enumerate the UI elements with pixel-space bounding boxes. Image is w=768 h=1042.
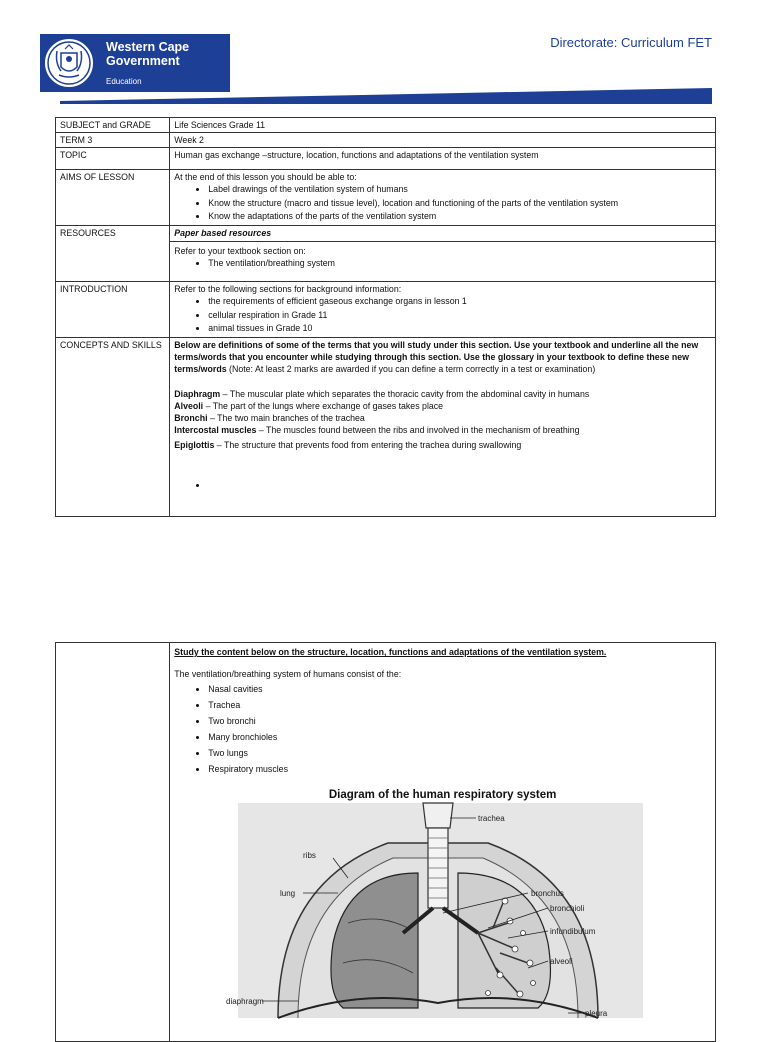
table-row — [56, 282, 716, 338]
table-row — [56, 170, 716, 226]
term-name: Intercostal muscles — [174, 424, 257, 435]
larynx — [423, 803, 453, 828]
resources-heading-text: Paper based resources — [174, 228, 272, 238]
term-definition — [174, 439, 711, 451]
term-text: – The muscular plate which separates the thoracic cavity from the abdominal cavity in humans — [220, 388, 590, 399]
page-header — [0, 0, 768, 110]
term-name: Alveoli — [174, 400, 204, 411]
list-item: • The ventilation/breathing system — [208, 257, 711, 269]
subject-label: SUBJECT and GRADE — [56, 118, 170, 133]
list-item: • Know the structure (macro and tissue level), location and functioning of the parts of the ventilation system — [208, 197, 711, 209]
logo-title: Western Cape Government — [106, 40, 190, 68]
table-row — [56, 643, 716, 1042]
term-text: – The muscles found between the ribs and involved in the mechanism of breathing — [256, 424, 580, 435]
resources-intro: Refer to your textbook section on: — [174, 246, 306, 256]
term-label: TERM 3 — [56, 133, 170, 148]
list-item: • Many bronchioles — [208, 731, 711, 743]
label-bronchus: bronchus — [531, 889, 565, 898]
introduction-text: Refer to the following sections for background information: — [174, 284, 402, 294]
study-title: Study the content below on the structure, location, functions and adaptations of the ventilation system. — [174, 647, 607, 657]
aims-cell — [170, 170, 716, 226]
term-name: Diaphragm — [174, 388, 221, 399]
concepts-cell — [170, 337, 716, 516]
system-parts-list — [174, 683, 711, 775]
list-item: • animal tissues in Grade 10 — [208, 322, 711, 334]
directorate-label: Directorate: Curriculum FET — [550, 35, 712, 50]
list-item: • Label drawings of the ventilation system of humans — [208, 183, 711, 195]
coat-of-arms-icon — [43, 37, 95, 89]
table-row — [56, 118, 716, 133]
list-item: • Trachea — [208, 699, 711, 711]
label-pleura: pleura — [585, 1009, 608, 1018]
content-table — [55, 642, 716, 1042]
label-infundibulum: infundibulum — [550, 927, 596, 936]
empty-list — [174, 479, 711, 491]
topic-value: Human gas exchange –structure, location, functions and adaptations of the ventilation system — [170, 148, 716, 170]
aims-label: AIMS OF LESSON — [56, 170, 170, 226]
concepts-note: (Note: At least 2 marks are awarded if you can define a term correctly in a test or examination) — [226, 363, 596, 374]
term-definition — [174, 412, 711, 424]
introduction-cell — [170, 282, 716, 338]
list-item: • Nasal cavities — [208, 683, 711, 695]
term-definition — [174, 400, 711, 412]
list-item: • Know the adaptations of the parts of the ventilation system — [208, 210, 711, 222]
term-name: Bronchi — [174, 412, 208, 423]
empty-bullet — [208, 479, 711, 491]
concepts-label: CONCEPTS AND SKILLS — [56, 337, 170, 516]
resources-heading — [170, 226, 716, 242]
introduction-label: INTRODUCTION — [56, 282, 170, 338]
lesson-overview-table — [55, 117, 716, 517]
term-text: – The structure that prevents food from entering the trachea during swallowing — [214, 439, 522, 450]
aims-intro: At the end of this lesson you should be able to: — [174, 172, 357, 182]
term-definition — [174, 424, 711, 436]
wcg-logo — [40, 34, 230, 92]
label-alveoli: alveoli — [550, 957, 573, 966]
respiratory-system-diagram — [226, 803, 643, 1018]
header-stripe — [60, 88, 712, 104]
table-row — [56, 337, 716, 516]
table-row — [56, 133, 716, 148]
concepts-instructions — [174, 339, 711, 375]
content-cell — [170, 643, 716, 1042]
term-value: Week 2 — [170, 133, 716, 148]
term-text: – The two main branches of the trachea — [207, 412, 365, 423]
list-item: • the requirements of efficient gaseous exchange organs in lesson 1 — [208, 295, 711, 307]
term-text: – The part of the lungs where exchange of gases takes place — [203, 400, 444, 411]
table-row — [56, 226, 716, 242]
logo-subtitle: Education — [106, 77, 142, 86]
label-diaphragm: diaphragm — [226, 997, 265, 1006]
content-label-cell — [56, 643, 170, 1042]
introduction-list — [174, 295, 711, 334]
aims-list — [174, 183, 711, 222]
table-row — [56, 148, 716, 170]
list-item: • Two bronchi — [208, 715, 711, 727]
label-lung: lung — [280, 889, 296, 898]
diagram-title: Diagram of the human respiratory system — [328, 789, 557, 801]
resources-list — [174, 257, 711, 269]
subject-value: Life Sciences Grade 11 — [170, 118, 716, 133]
list-item: • Two lungs — [208, 747, 711, 759]
list-item: • cellular respiration in Grade 11 — [208, 309, 711, 321]
term-definition — [174, 388, 711, 400]
system-intro: The ventilation/breathing system of humans consist of the: — [174, 669, 402, 679]
term-name: Epiglottis — [174, 439, 215, 450]
label-trachea: trachea — [478, 814, 505, 823]
label-ribs: ribs — [303, 851, 317, 860]
topic-label: TOPIC — [56, 148, 170, 170]
label-bronchioli: bronchioli — [550, 904, 585, 913]
list-item: • Respiratory muscles — [208, 763, 711, 775]
resources-label: RESOURCES — [56, 226, 170, 282]
concepts-bold-text: Below are definitions of some of the terms that you will study under this section. Use your textbook and underline all the new terms/words that you encounter while studying through this section. Use the glossary in your textbook to define these new terms/words — [174, 339, 699, 374]
resources-cell — [170, 242, 716, 282]
